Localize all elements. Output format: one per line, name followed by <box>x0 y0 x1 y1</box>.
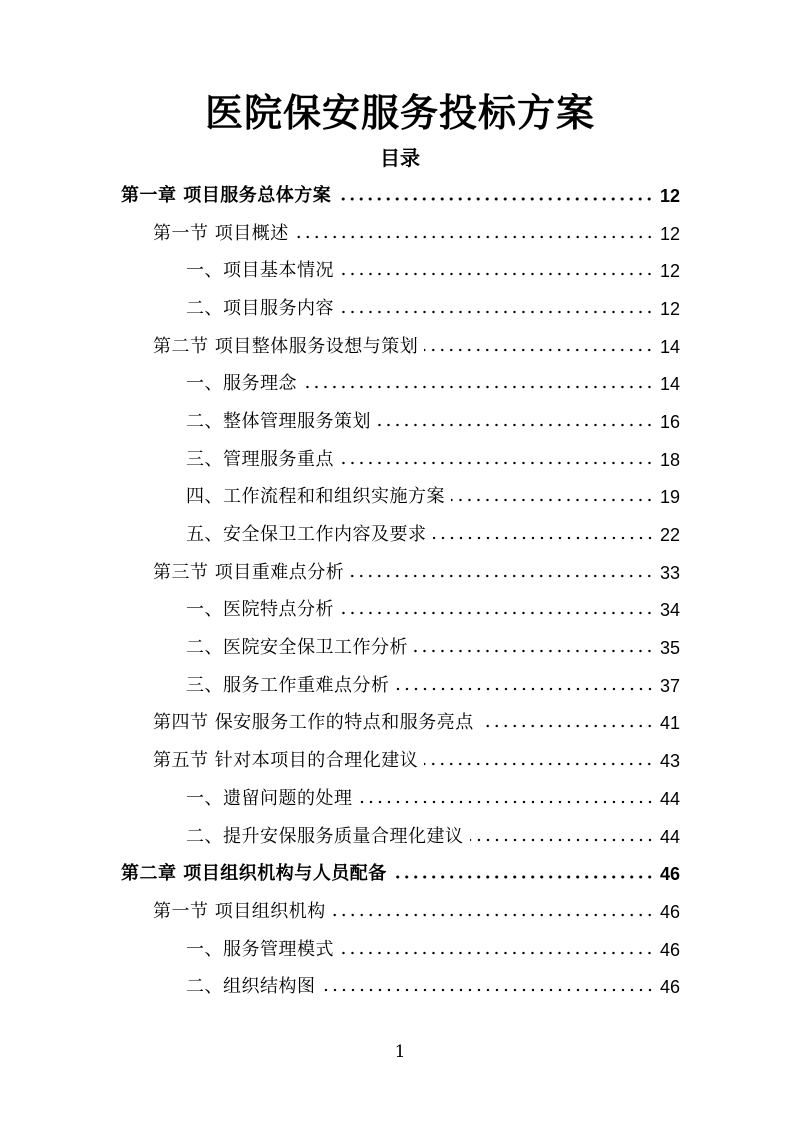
toc-entry-level3[interactable] <box>0 667 800 705</box>
toc-entry-page: 22 <box>659 525 680 546</box>
toc-dot-leader <box>470 837 654 843</box>
toc-entry-label: 一、遗留问题的处理 <box>186 787 353 809</box>
toc-entry-page: 18 <box>659 449 680 470</box>
toc-entry-label: 二、组织结构图 <box>186 976 316 998</box>
toc-entry-label: 二、整体管理服务策划 <box>186 410 371 432</box>
toc-entry-label: 第五节 针对本项目的合理化建议 <box>153 750 419 772</box>
toc-entry-page: 12 <box>659 261 680 282</box>
toc-entry-label: 二、项目服务内容 <box>186 297 334 319</box>
toc-entry-level1[interactable] <box>0 177 800 215</box>
toc-entry-page: 34 <box>659 600 680 621</box>
toc-entry-level1[interactable] <box>0 855 800 893</box>
toc-entry-page: 19 <box>659 487 680 508</box>
toc-heading: 目录 <box>380 146 420 170</box>
toc-entry-level3[interactable] <box>0 968 800 1006</box>
toc-entry-label: 二、医院安全保卫工作分析 <box>186 637 408 659</box>
toc-entry-label: 一、医院特点分析 <box>186 599 334 621</box>
toc-entry-page: 44 <box>659 788 680 809</box>
toc-entry-page: 12 <box>659 185 680 206</box>
toc-dot-leader <box>396 686 654 692</box>
toc-entry-level3[interactable] <box>0 252 800 290</box>
toc-entry-label: 五、安全保卫工作内容及要求 <box>186 524 427 546</box>
toc-entry-level3[interactable] <box>0 629 800 667</box>
document-title: 医院保安服务投标方案 <box>204 90 595 135</box>
toc-entry-level2[interactable] <box>0 742 800 780</box>
toc-entry-level2[interactable] <box>0 328 800 366</box>
toc-entry-level3[interactable] <box>0 365 800 403</box>
toc-dot-leader <box>340 271 654 277</box>
toc-entry-level2[interactable] <box>0 215 800 253</box>
toc-entry-level3[interactable] <box>0 516 800 554</box>
toc-dot-leader <box>377 422 654 428</box>
toc-entry-level3[interactable] <box>0 479 800 517</box>
toc-entry-page: 12 <box>659 223 680 244</box>
toc-dot-leader <box>337 196 654 202</box>
toc-entry-page: 14 <box>659 374 680 395</box>
toc-entry-page: 44 <box>659 826 680 847</box>
toc-dot-leader <box>332 912 654 918</box>
toc-entry-label: 四、工作流程和和组织实施方案 <box>186 486 445 508</box>
toc-dot-leader <box>303 384 654 390</box>
toc-entry-page: 43 <box>659 751 680 772</box>
toc-entry-page: 46 <box>659 977 680 998</box>
toc-entry-level2[interactable] <box>0 705 800 743</box>
toc-entry-page: 46 <box>659 864 680 885</box>
toc-dot-leader <box>340 950 654 956</box>
toc-dot-leader <box>414 648 654 654</box>
page-number: 1 <box>394 1042 406 1062</box>
toc-entry-label: 第一章 项目服务总体方案 <box>121 184 332 206</box>
toc-dot-leader <box>322 987 654 993</box>
toc-dot-leader <box>480 723 654 729</box>
toc-entry-level3[interactable] <box>0 931 800 969</box>
toc-dot-leader <box>340 610 654 616</box>
toc-entry-level3[interactable] <box>0 818 800 856</box>
toc-dot-leader <box>340 309 654 315</box>
table-of-contents <box>0 177 800 1006</box>
toc-entry-label: 第一节 项目概述 <box>153 222 289 244</box>
toc-dot-leader <box>451 497 654 503</box>
toc-entry-label: 第三节 项目重难点分析 <box>153 561 345 583</box>
toc-entry-label: 三、服务工作重难点分析 <box>186 674 390 696</box>
toc-entry-level3[interactable] <box>0 403 800 441</box>
toc-entry-page: 37 <box>659 675 680 696</box>
toc-entry-level3[interactable] <box>0 441 800 479</box>
toc-entry-page: 41 <box>659 713 680 734</box>
toc-dot-leader <box>295 234 654 240</box>
toc-dot-leader <box>433 535 654 541</box>
toc-entry-page: 35 <box>659 638 680 659</box>
toc-dot-leader <box>424 761 654 767</box>
toc-entry-label: 三、管理服务重点 <box>186 448 334 470</box>
toc-entry-label: 第二章 项目组织机构与人员配备 <box>121 863 387 885</box>
toc-entry-page: 33 <box>659 562 680 583</box>
toc-entry-level3[interactable] <box>0 592 800 630</box>
toc-dot-leader <box>424 347 654 353</box>
toc-dot-leader <box>340 460 654 466</box>
toc-entry-page: 46 <box>659 939 680 960</box>
toc-entry-level3[interactable] <box>0 290 800 328</box>
toc-entry-level2[interactable] <box>0 554 800 592</box>
toc-entry-label: 一、项目基本情况 <box>186 260 334 282</box>
toc-entry-label: 第一节 项目组织机构 <box>153 900 326 922</box>
toc-entry-page: 16 <box>659 411 680 432</box>
toc-entry-label: 二、提升安保服务质量合理化建议 <box>186 825 464 847</box>
toc-dot-leader <box>359 799 654 805</box>
toc-entry-label: 第二节 项目整体服务设想与策划 <box>153 335 419 357</box>
toc-entry-level3[interactable] <box>0 780 800 818</box>
toc-entry-page: 14 <box>659 336 680 357</box>
toc-entry-label: 一、服务管理模式 <box>186 938 334 960</box>
toc-dot-leader <box>350 573 654 579</box>
toc-entry-level2[interactable] <box>0 893 800 931</box>
toc-entry-label: 一、服务理念 <box>186 373 297 395</box>
toc-entry-label: 第四节 保安服务工作的特点和服务亮点 <box>153 712 474 734</box>
toc-dot-leader <box>393 874 654 880</box>
toc-entry-page: 46 <box>659 901 680 922</box>
toc-entry-page: 12 <box>659 298 680 319</box>
